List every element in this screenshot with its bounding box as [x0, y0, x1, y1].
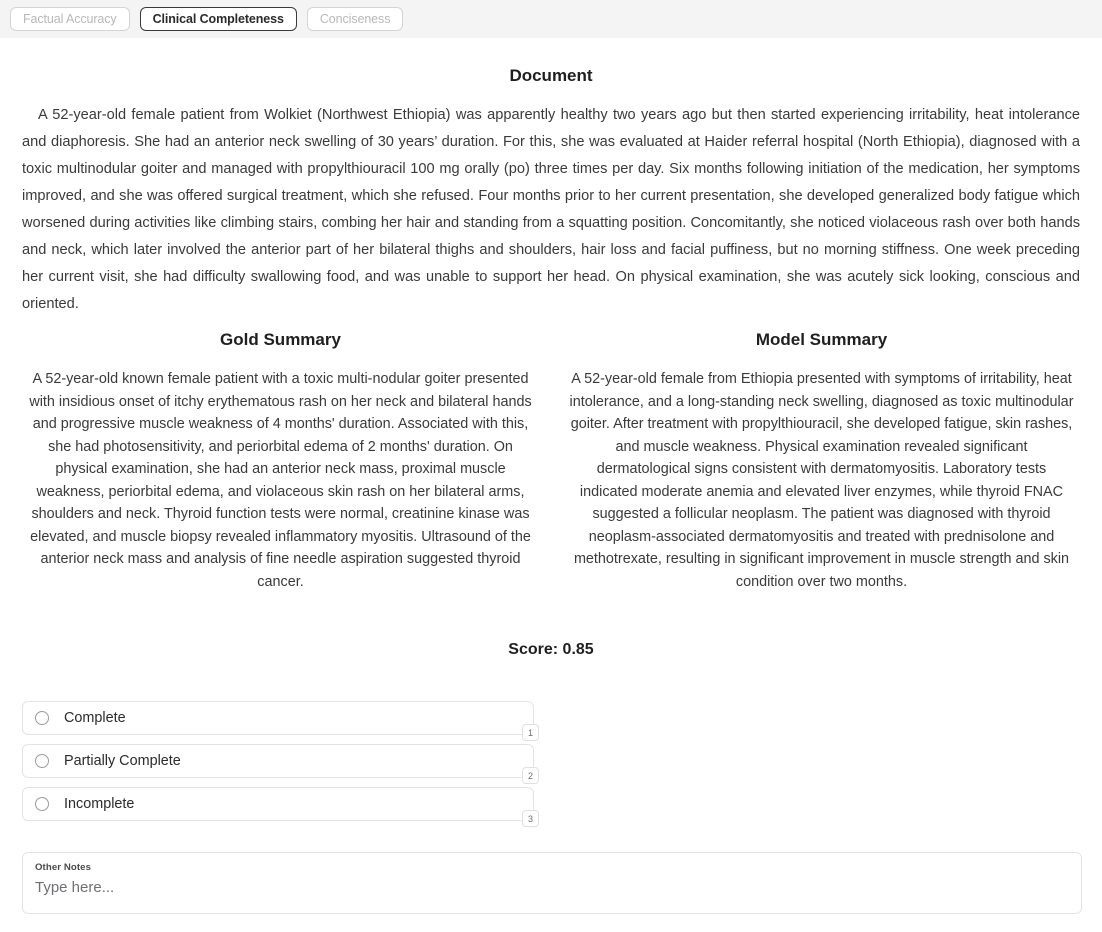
other-notes-label: Other Notes — [35, 862, 92, 873]
other-notes-input[interactable] — [35, 873, 1069, 896]
radio-icon[interactable] — [35, 711, 49, 725]
gold-summary-title: Gold Summary — [220, 330, 341, 349]
model-summary-title: Model Summary — [755, 330, 888, 349]
tab-conciseness[interactable]: Conciseness — [307, 7, 403, 31]
option-label: Complete — [64, 710, 126, 726]
radio-icon[interactable] — [35, 797, 49, 811]
tab-factual-accuracy[interactable]: Factual Accuracy — [10, 7, 130, 31]
shortcut-badge: 2 — [522, 767, 539, 784]
page-content — [0, 66, 1102, 914]
option-partially-complete[interactable] — [22, 744, 534, 781]
gold-summary-text: A 52-year-old known female patient with a toxic multi-nodular goiter presented with insidious onset of itchy erythematous rash on her neck and bilateral hands and progressive muscle weakness of 4 months' duration. Associated with this, she had photosensitivity, and periorbital edema of 2 months' duration. On physical examination, she had an anterior neck mass, proximal muscle weakness, periorbital edema, and violaceous skin rash on her bilateral arms, shoulders and neck. Thyroid function tests were normal, creatinine kinase was elevated, and muscle biopsy revealed inflammatory myositis. Ultrasound of the anterior neck mass and analysis of fine needle aspiration suggested thyroid cancer. — [29, 371, 532, 590]
gold-summary-panel — [22, 312, 539, 593]
document-title: Document — [509, 66, 593, 85]
shortcut-badge: 1 — [522, 724, 539, 741]
option-incomplete[interactable] — [22, 787, 534, 824]
tab-clinical-completeness[interactable]: Clinical Completeness — [140, 7, 297, 31]
option-label: Incomplete — [64, 796, 135, 812]
criteria-tabbar — [0, 0, 1102, 38]
radio-icon[interactable] — [35, 754, 49, 768]
rating-options — [22, 701, 534, 824]
model-summary-panel — [563, 312, 1080, 593]
document-scroll-container[interactable] — [22, 102, 1080, 310]
summaries-row — [22, 312, 1080, 593]
other-notes-field[interactable] — [22, 852, 1082, 914]
model-summary-text: A 52-year-old female from Ethiopia presented with symptoms of irritability, heat intolerance, and a long-standing neck swelling, diagnosed as toxic multinodular goiter. After treatment with propylthiouracil, she developed fatigue, skin rashes, and muscle weakness. Physical examination revealed significant dermatological signs consistent with dermatomyositis. Laboratory tests indicated moderate anemia and elevated liver enzymes, while thyroid FNAC suggested a follicular neoplasm. The patient was diagnosed with thyroid neoplasm-associated dermatomyositis and treated with prednisolone and methotrexate, resulting in significant improvement in muscle strength and skin condition over two months. — [569, 371, 1074, 590]
option-complete[interactable] — [22, 701, 534, 738]
option-label: Partially Complete — [64, 753, 181, 769]
shortcut-badge: 3 — [522, 810, 539, 827]
document-paragraph-1: A 52-year-old female patient from Wolkiet (Northwest Ethiopia) was apparently healthy two years ago but then started experiencing irritability, heat intolerance and diaphoresis. She had an anterior neck swelling of 30 years’ duration. For this, she was evaluated at Haider referral hospital (North Ethiopia), diagnosed with a toxic multinodular goiter and managed with propylthiouracil 100 mg orally (po) three times per day. Six months following initiation of the medication, her symptoms improved, and she was offered surgical treatment, which she refused. Four months prior to her current presentation, she developed generalized body fatigue which worsened during activities like climbing stairs, combing her hair and standing from a squatting position. Concomitantly, she noticed violaceous rash over both hands and neck, which later involved the anterior part of her bilateral thighs and shoulders, hair loss and facial puffiness, but no morning stiffness. One week preceding her current visit, she had difficulty swallowing food, and was unable to support her head. On physical examination, she was acutely sick looking, conscious and oriented. — [22, 107, 1080, 310]
score-label: Score: 0.85 — [508, 641, 594, 658]
